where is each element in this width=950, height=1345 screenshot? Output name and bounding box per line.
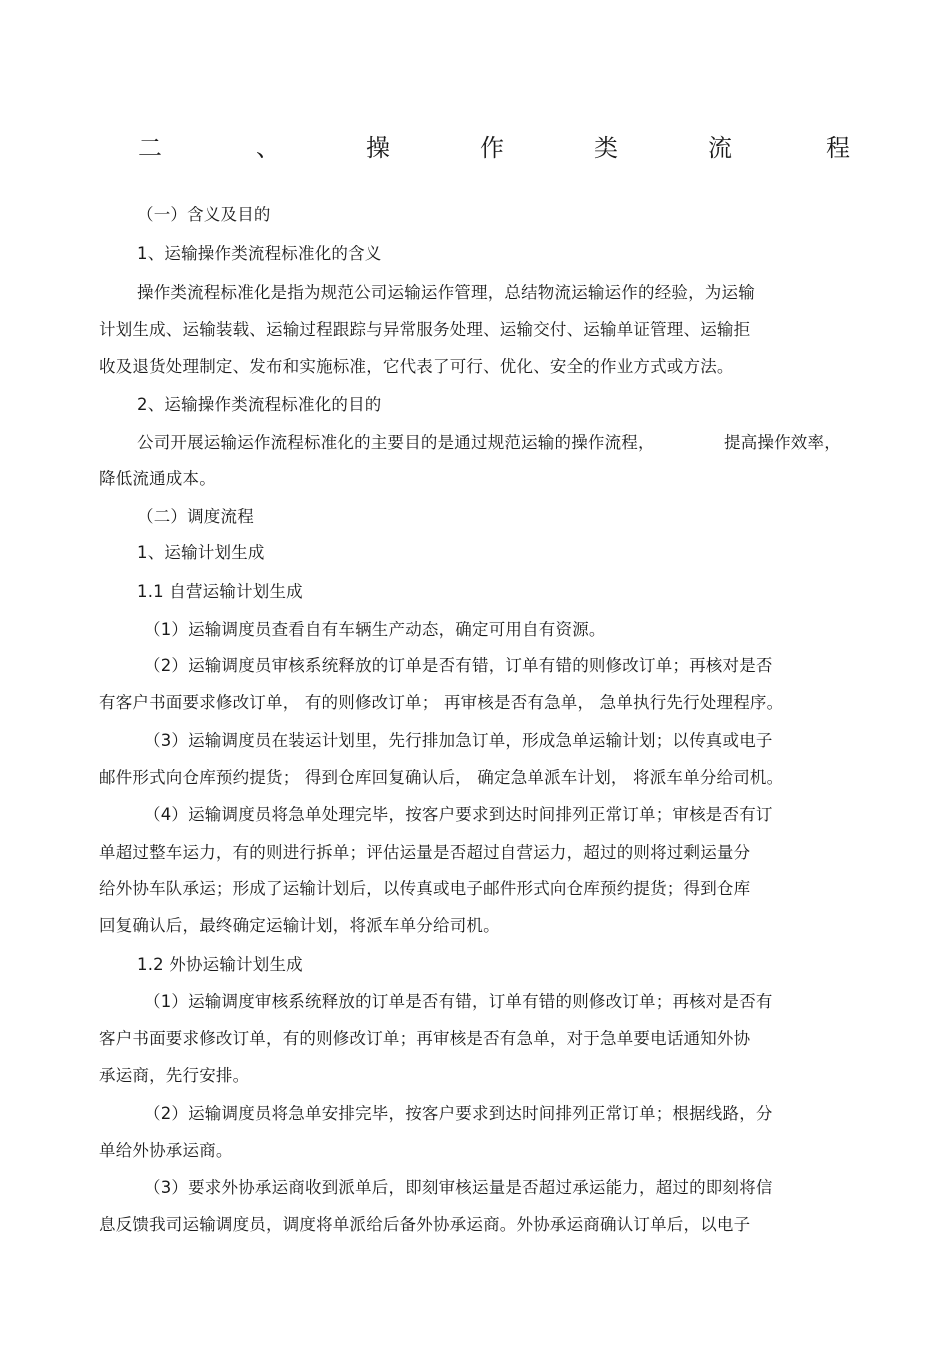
paragraph-line: 单给外协承运商。 (99, 1141, 233, 1160)
item-heading: 1、运输操作类流程标准化的含义 (137, 244, 382, 263)
paragraph-line: （1）运输调度审核系统释放的订单是否有错，订单有错的则修改订单；再核对是否有 (144, 992, 773, 1011)
title-char: 程 (826, 134, 850, 162)
subsection-heading: （二）调度流程 (137, 507, 254, 526)
paragraph-line: 给外协车队承运；形成了运输计划后，以传真或电子邮件形式向仓库预约提货；得到仓库 (99, 879, 751, 898)
paragraph-line: 客户书面要求修改订单，有的则修改订单；再审核是否有急单，对于急单要电话通知外协 (99, 1029, 751, 1048)
paragraph-line: 降低流通成本。 (99, 469, 216, 488)
title-char: 类 (594, 134, 618, 162)
title-char: 操 (366, 134, 390, 162)
paragraph-line: 计划生成、运输装载、运输过程跟踪与异常服务处理、运输交付、运输单证管理、运输拒 (99, 320, 751, 339)
paragraph-line: 收及退货处理制定、发布和实施标准，它代表了可行、优化、安全的作业方式或方法。 (99, 357, 734, 376)
title-char: 、 (256, 134, 280, 162)
item-heading: 2、运输操作类流程标准化的目的 (137, 395, 382, 414)
paragraph-line-fragment: 提高操作效率， (724, 433, 841, 452)
paragraph-line: 公司开展运输运作流程标准化的主要目的是通过规范运输的操作流程， (137, 433, 655, 452)
paragraph-line: 邮件形式向仓库预约提货； 得到仓库回复确认后， 确定急单派车计划， 将派车单分给司机。 (99, 768, 784, 787)
paragraph-line: （1）运输调度员查看自有车辆生产动态，确定可用自有资源。 (144, 620, 606, 639)
paragraph-line: 有客户书面要求修改订单， 有的则修改订单； 再审核是否有急单， 急单执行先行处理程序。 (99, 693, 784, 712)
paragraph-line: （3）运输调度员在装运计划里，先行排加急订单，形成急单运输计划；以传真或电子 (144, 731, 773, 750)
paragraph-line: （3）要求外协承运商收到派单后，即刻审核运量是否超过承运能力，超过的即刻将信 (144, 1178, 773, 1197)
title-char: 作 (480, 134, 504, 162)
paragraph-line: （2）运输调度员审核系统释放的订单是否有错，订单有错的则修改订单；再核对是否 (144, 656, 773, 675)
paragraph-line: 操作类流程标准化是指为规范公司运输运作管理，总结物流运输运作的经验，为运输 (137, 283, 755, 302)
item-heading: 1、运输计划生成 (137, 543, 265, 562)
paragraph-line: 承运商，先行安排。 (99, 1066, 250, 1085)
title-char: 二 (138, 134, 162, 162)
title-char: 流 (708, 134, 732, 162)
paragraph-line: 回复确认后，最终确定运输计划，将派车单分给司机。 (99, 916, 500, 935)
paragraph-line: （2）运输调度员将急单安排完毕，按客户要求到达时间排列正常订单；根据线路，分 (144, 1104, 773, 1123)
item-heading: 1.2 外协运输计划生成 (137, 955, 303, 974)
paragraph-line: 息反馈我司运输调度员，调度将单派给后备外协承运商。外协承运商确认订单后，以电子 (99, 1215, 751, 1234)
subsection-heading: （一）含义及目的 (137, 205, 271, 224)
item-heading: 1.1 自营运输计划生成 (137, 582, 303, 601)
paragraph-line: （4）运输调度员将急单处理完毕，按客户要求到达时间排列正常订单；审核是否有订 (144, 805, 773, 824)
paragraph-line: 单超过整车运力，有的则进行拆单；评估运量是否超过自营运力，超过的则将过剩运量分 (99, 843, 751, 862)
section-title (138, 131, 850, 165)
